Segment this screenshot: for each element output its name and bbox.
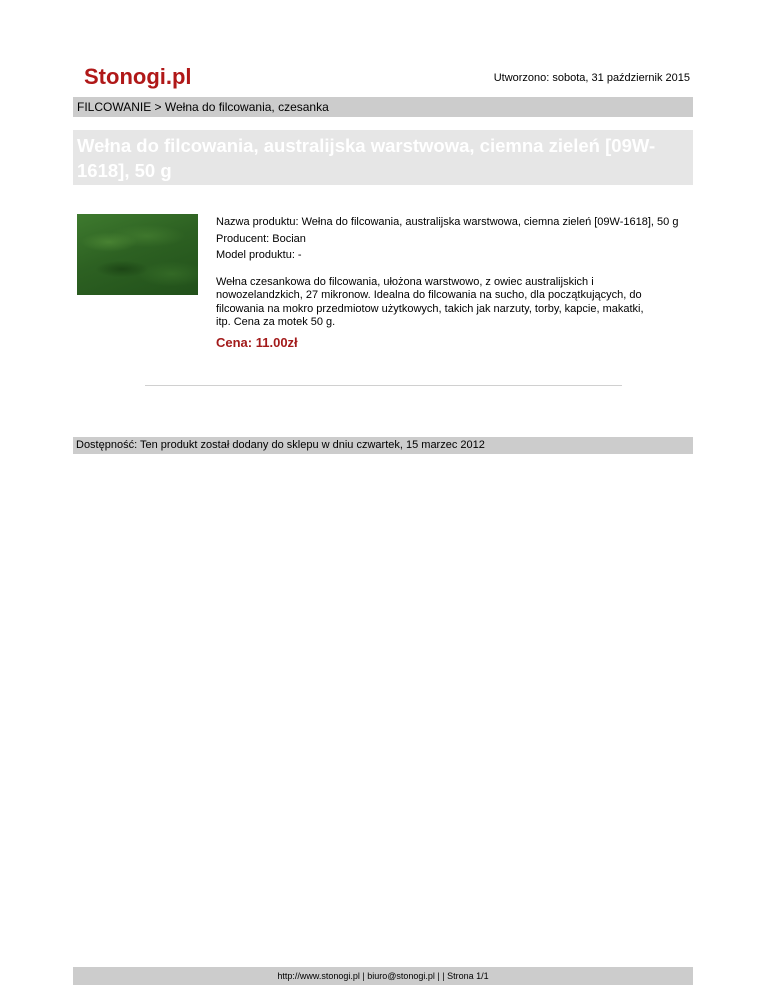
breadcrumb: FILCOWANIE > Wełna do filcowania, czesanka bbox=[73, 97, 693, 117]
availability-bar: Dostępność: Ten produkt został dodany do sklepu w dniu czwartek, 15 marzec 2012 bbox=[73, 437, 693, 454]
product-producer: Producent: Bocian bbox=[216, 232, 306, 245]
site-logo: Stonogi.pl bbox=[84, 64, 192, 89]
product-price: Cena: 11.00zł bbox=[216, 334, 298, 350]
created-date: Utworzono: sobota, 31 październik 2015 bbox=[493, 72, 690, 84]
product-description: Wełna czesankowa do filcowania, ułożona warstwowo, z owiec australijskich i nowozelandzkich, 27 mikronow. Idealna do filcowania na sucho, dla początkujących, do filcowania na mokro przedmiotow użytkowych, takich jak narzuty, torby, kapcie, makatki, itp. Cena za motek 50 g. bbox=[216, 275, 644, 328]
divider bbox=[145, 385, 622, 386]
product-image bbox=[77, 214, 198, 295]
page-footer: http://www.stonogi.pl | biuro@stonogi.pl | | Strona 1/1 bbox=[73, 967, 693, 985]
product-details bbox=[216, 214, 716, 351]
product-title: Wełna do filcowania, australijska warstwowa, ciemna zieleń [09W-1618], 50 g bbox=[73, 130, 693, 185]
product-model: Model produktu: - bbox=[216, 249, 302, 261]
product-name: Nazwa produktu: Wełna do filcowania, australijska warstwowa, ciemna zieleń [09W-1618], 50 g bbox=[216, 216, 679, 228]
